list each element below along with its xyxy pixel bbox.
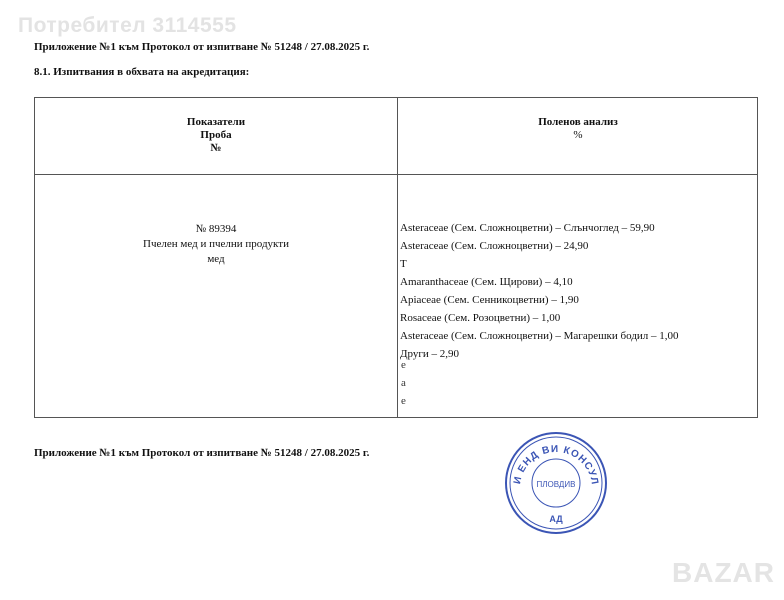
table-header-indicators (35, 116, 397, 155)
result-item: Apiaceae (Сем. Сенникоцветни) – 1,90 (400, 294, 579, 306)
table-column-divider (397, 98, 398, 417)
sample-product: мед (207, 253, 225, 265)
section-title: 8.1. Изпитвания в обхвата на акредитация: (34, 66, 250, 78)
results-table (34, 97, 758, 418)
stray-letter: e (401, 359, 406, 371)
document-title: Приложение №1 към Протокол от изпитване № 51248 / 27.08.2025 г. (34, 41, 370, 53)
result-item: Asteraceae (Сем. Сложноцветни) – Слънчоглед – 59,90 (400, 222, 655, 234)
result-item: Asteraceae (Сем. Сложноцветни) – 24,90 (400, 240, 589, 252)
header-indicators-label: Показатели (186, 116, 246, 128)
sample-number: № 89394 (195, 223, 237, 235)
header-pollen-label: Поленов анализ (538, 116, 618, 128)
footer-title: Приложение №1 към Протокол от изпитване № 51248 / 27.08.2025 г. (34, 447, 370, 459)
stamp-ring-text: И ЕНД ВИ КОНСУЛ (512, 443, 601, 487)
header-number-label: № (210, 142, 222, 154)
stamp-icon (503, 430, 609, 536)
result-item: Rosaceae (Сем. Розоцветни) – 1,00 (400, 312, 561, 324)
stamp-center-text: ПЛОВДИВ (536, 480, 576, 489)
pollen-results-list (400, 219, 679, 363)
bazar-logo: BAZAR (672, 557, 775, 588)
stray-letter: a (401, 377, 406, 389)
stray-letters (401, 248, 406, 410)
header-sample-label: Проба (200, 129, 232, 141)
result-item: Asteraceae (Сем. Сложноцветни) – Магарешки бодил – 1,00 (400, 330, 679, 342)
stamp-bottom-text: АД (549, 514, 563, 524)
company-stamp (503, 430, 609, 536)
result-item: T (400, 258, 407, 270)
table-header-pollen (397, 116, 759, 142)
table-row-divider (35, 174, 757, 175)
sample-cell (35, 222, 397, 267)
stray-letter: e (401, 395, 406, 407)
result-item: Amaranthaceae (Сем. Щирови) – 4,10 (400, 276, 573, 288)
sample-type: Пчелен мед и пчелни продукти (143, 238, 289, 250)
header-percent-label: % (573, 129, 583, 141)
watermark: Потребител 3114555 (18, 14, 237, 37)
result-item: Други – 2,90 (400, 348, 460, 360)
